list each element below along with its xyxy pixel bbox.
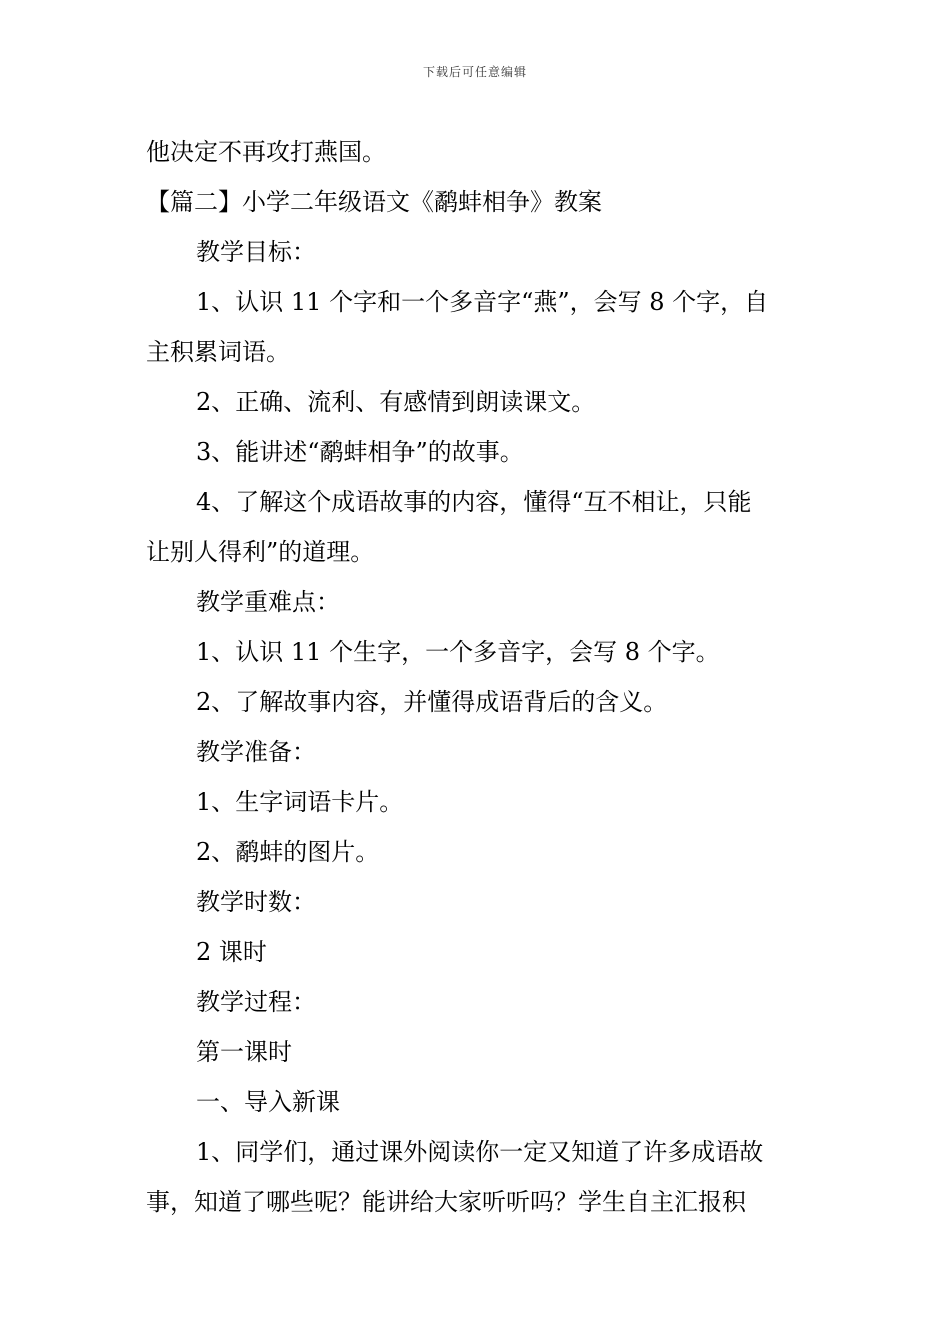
text-line: 2、正确、流利、有感情到朗读课文。 [196,388,596,416]
text-line: 2、了解故事内容，并懂得成语背后的含义。 [196,688,668,716]
text-line: 1、同学们，通过课外阅读你一定又知道了许多成语故 [196,1138,764,1166]
text-line: 4、了解这个成语故事的内容，懂得“互不相让，只能 [196,488,752,516]
text-line: 第一课时 [196,1038,292,1066]
text-line: 教学过程： [196,988,316,1016]
text-line: 2 课时 [196,938,267,966]
text-line: 教学时数： [196,888,316,916]
text-line: 教学目标： [196,238,316,266]
text-line: 他决定不再攻打燕国。 [146,138,386,166]
text-line: 让别人得利”的道理。 [146,538,375,566]
text-line: 2、鹬蚌的图片。 [196,838,380,866]
text-line: 教学准备： [196,738,316,766]
text-line: 1、认识 11 个字和一个多音字“燕”，会写 8 个字，自 [196,288,769,316]
text-line: 事，知道了哪些呢？能讲给大家听听吗？学生自主汇报积 [146,1188,746,1216]
text-line: 教学重难点： [196,588,340,616]
document-body [146,127,808,1227]
text-line: 1、认识 11 个生字，一个多音字，会写 8 个字。 [196,638,720,666]
text-line: 一、导入新课 [196,1088,340,1116]
text-line: 【篇二】小学二年级语文《鹬蚌相争》教案 [146,188,602,216]
text-line: 主积累词语。 [146,338,290,366]
text-line: 1、生字词语卡片。 [196,788,404,816]
page-header: 下载后可任意编辑 [422,65,527,79]
text-line: 3、能讲述“鹬蚌相争”的故事。 [196,438,524,466]
